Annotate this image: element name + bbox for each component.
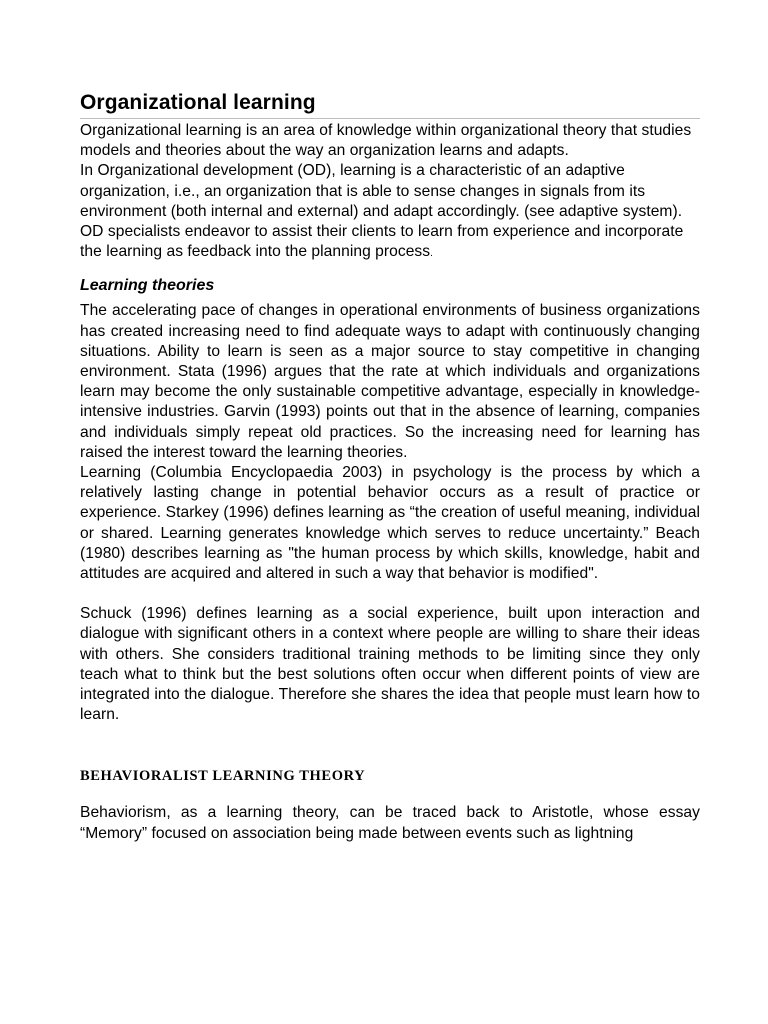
learning-theories-paragraph-3: Schuck (1996) defines learning as a social experience, built upon interaction and dialogue with significant others in a context where people are willing to share their ideas with others. She considers traditional training methods to be limiting since they only teach what to think but the best solutions often occur when different points of view are integrated into the dialogue. Therefore she shares the idea that people must learn how to learn. — [80, 605, 700, 724]
paragraph-spacer — [80, 584, 700, 604]
intro-paragraph-1: Organizational learning is an area of knowledge within organizational theory that studies models and theories about the way an organization learns and adapts. — [80, 122, 692, 160]
learning-theories-paragraph-1: The accelerating pace of changes in operational environments of business organizations has created increasing need to find adequate ways to adapt with continuously changing situations. Ability to learn is seen as a major source to stay competitive in changing environment. Stata (1996) argues that the rate at which individuals and organizations learn may become the only sustainable competitive advantage, especially in knowledge-intensive industries. Garvin (1993) points out that in the absence of learning, companies and individuals simply repeat old practices. So the increasing need for learning has raised the interest toward the learning theories. — [80, 302, 700, 461]
intro-paragraph-2-text: In Organizational development (OD), learning is a characteristic of an adaptive organization, i.e., an organization that is able to sense changes in signals from its environment (both internal and external) and adapt accordingly. (see adaptive system). OD specialists endeavor to assist their clients to learn from experience and incorporate the learning as feedback into the planning process — [80, 162, 684, 261]
intro-paragraph-2-period: . — [430, 248, 433, 260]
learning-theories-heading: Learning theories — [80, 277, 215, 295]
behavioralist-paragraph: Behaviorism, as a learning theory, can be traced back to Aristotle, whose essay “Memory” focused on association being made between events such as lightning — [80, 804, 700, 842]
learning-theories-paragraph-2: Learning (Columbia Encyclopaedia 2003) in psychology is the process by which a relatively lasting change in potential behavior occurs as a result of practice or experience. Starkey (1996) defines learning as “the creation of useful meaning, individual or shared. Learning generates knowledge which serves to reduce uncertainty.” Beach (1980) describes learning as "the human process by which skills, knowledge, habit and attitudes are acquired and altered in such a way that behavior is modified". — [80, 464, 700, 583]
document-title: Organizational learning — [80, 90, 700, 119]
document-page — [80, 90, 700, 844]
intro-paragraph-2 — [80, 161, 700, 264]
intro-section — [80, 121, 700, 264]
behavioralist-heading: BEHAVIORALIST LEARNING THEORY — [80, 768, 366, 785]
